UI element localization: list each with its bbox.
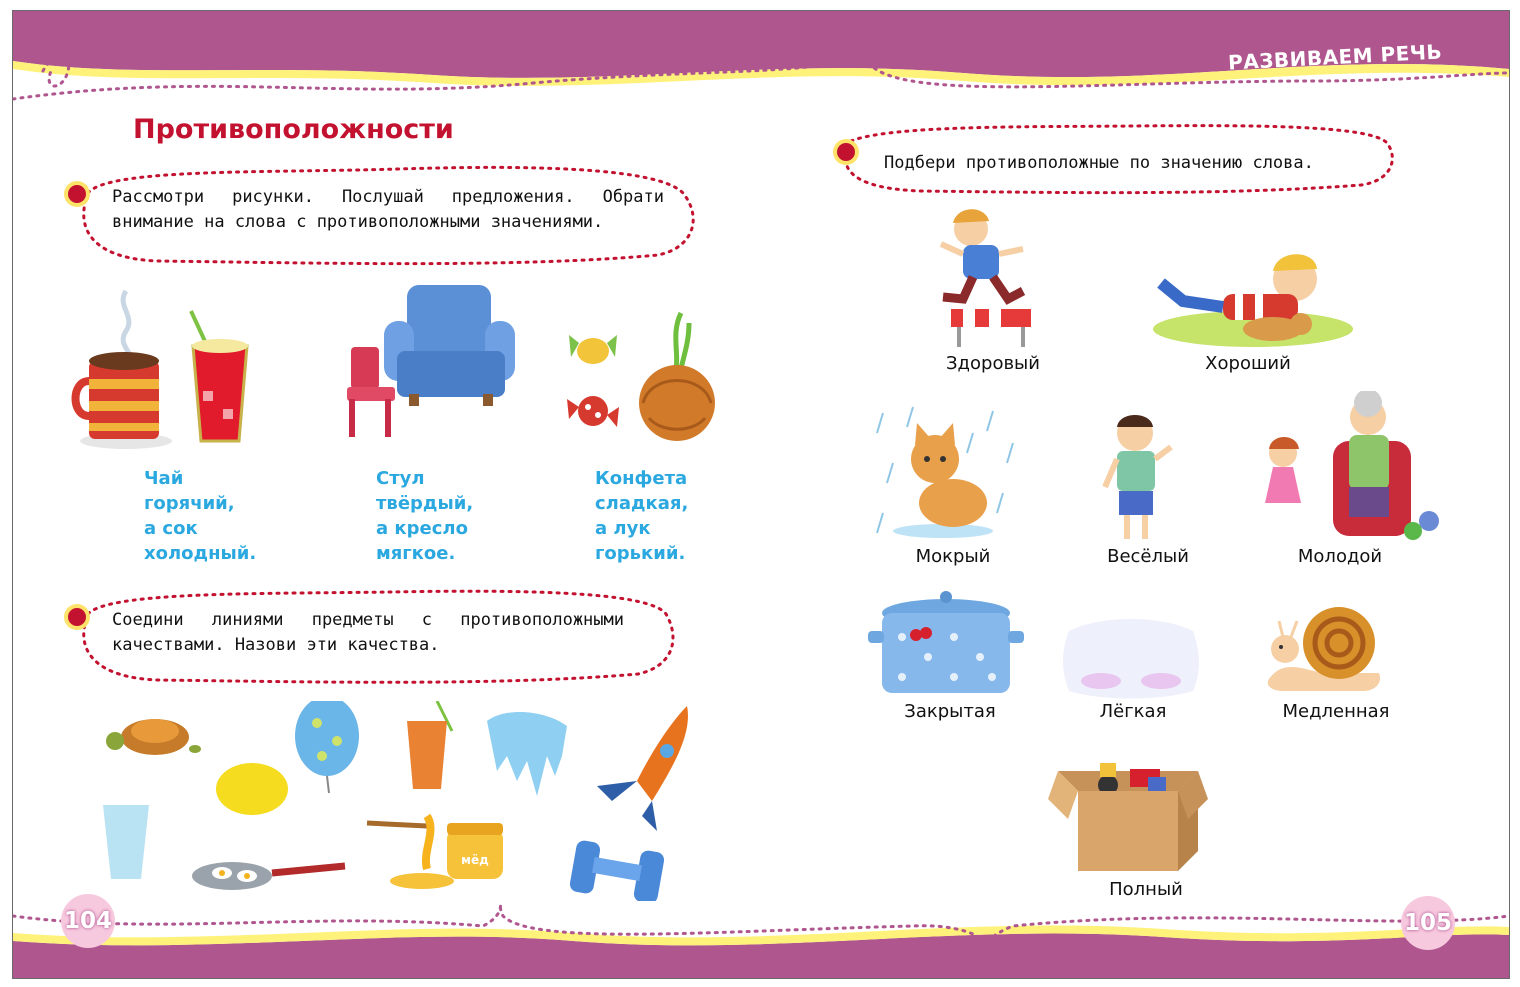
dumbbell-icon (569, 839, 666, 901)
pot-illustration (868, 587, 1028, 702)
instruction-text: Рассмотри рисунки. Послушай предложения. Обрати внимание на слова с противоположными значениями. (112, 187, 664, 232)
balloon-icon (295, 701, 359, 793)
glass-icon (103, 805, 149, 879)
word-label: Здоровый (946, 353, 1040, 374)
wet-kitten-illustration (873, 403, 1023, 543)
instruction-text: Соедини линиями предметы с противоположными качествами. Назови эти качества. (112, 610, 624, 655)
instruction-text: Подбери противоположные по значению слова. (884, 153, 1314, 173)
happy-boy-illustration (1093, 407, 1183, 552)
page-number-right: 105 (1401, 896, 1455, 950)
toy-box-illustration (1048, 741, 1208, 881)
word-label: Закрытая (904, 701, 996, 722)
instruction-bubble-2 (68, 586, 678, 686)
instruction-bubble-right (831, 123, 1401, 198)
word-label: Мокрый (915, 546, 991, 567)
boy-with-dog-illustration (1143, 239, 1353, 349)
instruction-bubble-1 (68, 163, 698, 268)
bullet-icon (837, 143, 855, 161)
page-title: Противоположности (133, 114, 454, 145)
bullet-icon (68, 185, 86, 203)
word-label: Полный (1109, 879, 1183, 900)
icicle-icon (487, 712, 567, 796)
tea-and-juice-illustration (71, 281, 251, 451)
matching-objects-illustration (97, 701, 707, 901)
grandmother-and-girl-illustration (1253, 391, 1443, 546)
frying-pan-icon (192, 862, 345, 890)
snail-illustration (1263, 599, 1393, 699)
word-label: Молодой (1297, 546, 1383, 567)
word-label: Медленная (1282, 701, 1390, 722)
word-label: Лёгкая (1099, 701, 1167, 722)
turtle-icon (106, 719, 201, 755)
bullet-icon (68, 608, 86, 626)
jar-label: мёд (461, 853, 489, 867)
pillow-illustration (1061, 611, 1201, 701)
chair-and-armchair-illustration (329, 279, 529, 439)
section-tag: РАЗВИВАЕМ РЕЧЬ (1227, 39, 1443, 75)
example-caption-chair: Стул твёрдый, а кресло мягкое. (376, 468, 474, 564)
candy-and-onion-illustration (561, 303, 721, 453)
page-number-left: 104 (61, 894, 115, 948)
lemon-icon (216, 763, 288, 815)
boy-jumping-illustration (933, 199, 1043, 349)
rocket-icon (597, 706, 688, 831)
word-label: Хороший (1205, 353, 1291, 374)
word-label: Весёлый (1107, 546, 1189, 567)
example-caption-candy: Конфета сладкая, а лук горький. (595, 468, 689, 564)
example-caption-tea: Чай горячий, а сок холодный. (144, 468, 257, 564)
book-spread (12, 10, 1510, 979)
juice-glass-icon (407, 701, 452, 789)
